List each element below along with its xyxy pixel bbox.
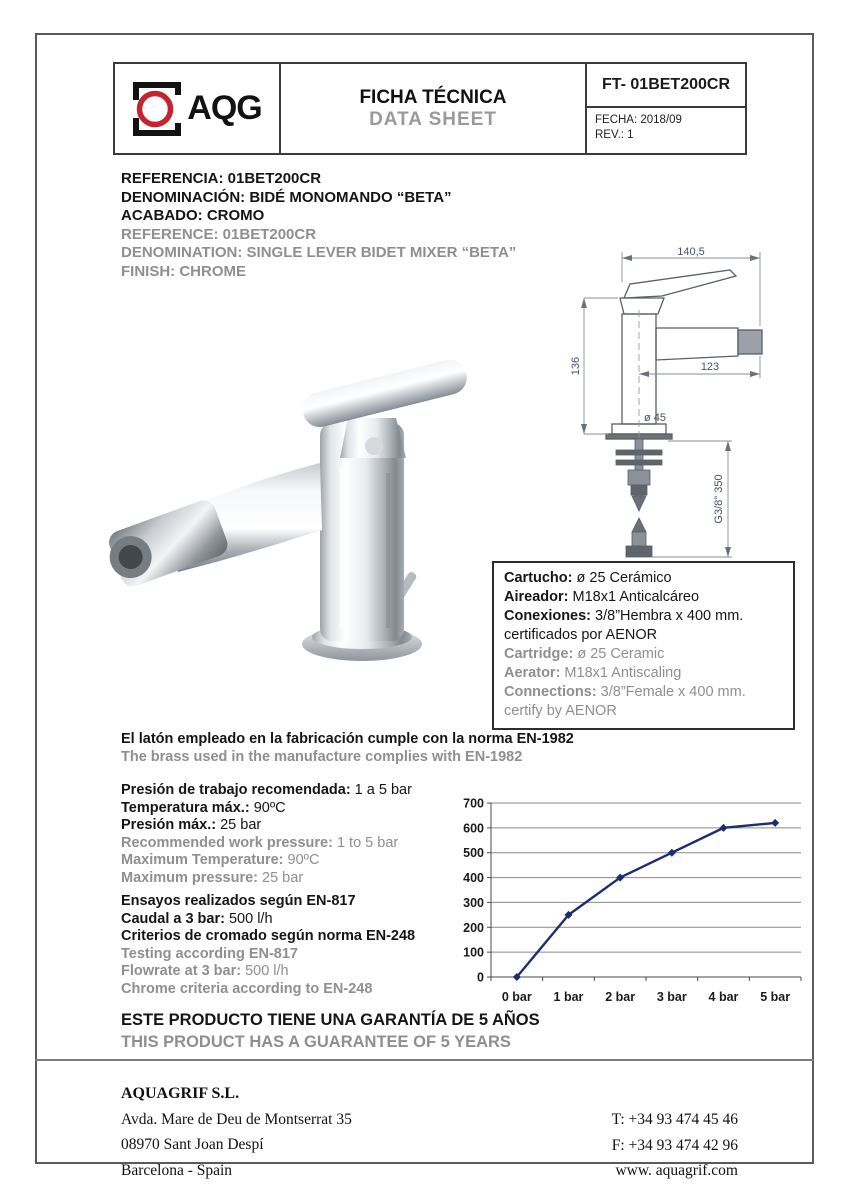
svg-text:3 bar: 3 bar xyxy=(656,990,687,1004)
aerator-tip xyxy=(101,497,231,592)
svg-text:300: 300 xyxy=(463,895,484,910)
cartridge-label-en: Cartridge: xyxy=(504,646,574,662)
svg-text:400: 400 xyxy=(463,871,484,886)
drawing-outline xyxy=(606,270,762,439)
spec-value: 1 a 5 bar xyxy=(350,782,412,798)
dim-total-width-label: 140,5 xyxy=(677,246,705,258)
spec-value-en: 90ºC xyxy=(283,852,320,869)
certified-line xyxy=(504,626,783,645)
product-photo xyxy=(52,288,472,678)
cartridge-value: ø 25 Cerámico xyxy=(572,570,672,586)
svg-text:4 bar: 4 bar xyxy=(708,990,739,1004)
spec-value-en: 25 bar xyxy=(258,869,304,886)
finish-line: ACABADO: CROMO xyxy=(121,207,265,224)
cartridge-line xyxy=(504,569,783,588)
address-line: Avda. Mare de Deu de Montserrat 35 xyxy=(121,1110,352,1128)
footer-contact-block xyxy=(612,1107,738,1184)
testing-specs-block xyxy=(121,893,415,999)
spec-line-en xyxy=(121,870,412,888)
logo-cell xyxy=(115,64,281,153)
denomination-line-en: DENOMINATION: SINGLE LEVER BIDET MIXER “BETA” xyxy=(121,244,517,261)
spec-line-en xyxy=(121,835,412,853)
spec-line xyxy=(121,782,412,800)
spec-value: 90ºC xyxy=(249,799,286,816)
aerator-line xyxy=(504,588,783,607)
guarantee-es: ESTE PRODUCTO TIENE UNA GARANTÍA DE 5 AÑOS xyxy=(121,1011,540,1029)
phone-line: T: +34 93 474 45 46 xyxy=(611,1111,738,1128)
guarantee-en: THIS PRODUCT HAS A GUARANTEE OF 5 YEARS xyxy=(121,1032,511,1051)
cartridge-line-en xyxy=(504,645,783,664)
connections-label: Conexiones: xyxy=(504,608,592,624)
test-label-en: Flowrate at 3 bar: xyxy=(121,963,242,980)
test-line xyxy=(121,893,415,911)
aerator-label-en: Aerator: xyxy=(504,665,561,681)
test-line-en xyxy=(121,981,415,999)
document-code: FT- 01BET200CR xyxy=(587,64,745,108)
footer-divider xyxy=(35,1059,814,1061)
test-line-en xyxy=(121,963,415,981)
dim-hose-label: G3/8" 350 xyxy=(713,474,725,524)
test-label-en: Testing according EN-817 xyxy=(121,945,298,962)
code-cell xyxy=(587,64,745,153)
footer-company-block xyxy=(121,1081,352,1183)
svg-text:5 bar: 5 bar xyxy=(760,990,791,1004)
brass-norm-en: The brass used in the manufacture complies with EN-1982 xyxy=(121,748,523,765)
certified-value: certificados por AENOR xyxy=(504,627,658,643)
reference-block xyxy=(121,170,516,281)
logo-wordmark: AQG xyxy=(187,89,262,127)
svg-text:700: 700 xyxy=(463,796,484,811)
spec-label-en: Recommended work pressure: xyxy=(121,834,333,851)
address-line: Barcelona - Spain xyxy=(121,1161,233,1179)
test-line xyxy=(121,928,415,946)
spec-label: Presión de trabajo recomendada: xyxy=(121,782,351,798)
document-date: FECHA: 2018/09 xyxy=(595,114,682,126)
dim-base-diameter-label: ø 45 xyxy=(644,412,667,424)
spec-label: Temperatura máx.: xyxy=(121,799,250,816)
aerator-value-en: M18x1 Antiscaling xyxy=(560,665,682,681)
cartridge-info-box xyxy=(492,561,795,730)
fax-line: F: +34 93 474 42 96 xyxy=(611,1136,738,1154)
document-revision: REV.: 1 xyxy=(595,129,634,141)
denomination-line: DENOMINACIÓN: BIDÉ MONOMANDO “BETA” xyxy=(121,188,452,206)
svg-text:200: 200 xyxy=(463,920,484,935)
guarantee-block xyxy=(121,1010,540,1053)
svg-text:100: 100 xyxy=(463,945,484,960)
document-meta xyxy=(587,108,745,153)
spec-line xyxy=(121,800,412,818)
title-cell xyxy=(281,64,587,153)
svg-text:600: 600 xyxy=(463,821,484,836)
svg-text:500: 500 xyxy=(463,846,484,861)
test-value: 500 l/h xyxy=(224,910,273,927)
test-label: Criterios de cromado según norma EN-248 xyxy=(121,928,416,945)
aqg-logo-icon xyxy=(132,81,182,137)
dim-height-label: 136 xyxy=(570,356,582,376)
spec-value: 25 bar xyxy=(216,817,262,834)
dimension-lines xyxy=(584,252,760,557)
test-value-en: 500 l/h xyxy=(241,963,289,980)
spec-line-en xyxy=(121,852,412,870)
svg-text:0 bar: 0 bar xyxy=(501,990,532,1004)
aerator-value: M18x1 Anticalcáreo xyxy=(568,589,700,605)
aerator-label: Aireador: xyxy=(504,589,569,605)
svg-text:1 bar: 1 bar xyxy=(553,990,584,1004)
test-label: Ensayos realizados según EN-817 xyxy=(121,893,356,909)
spec-value-en: 1 to 5 bar xyxy=(332,834,399,851)
technical-drawing xyxy=(560,244,815,562)
address-line: 08970 Sant Joan Despí xyxy=(121,1136,264,1153)
certified-value-en: certify by AENOR xyxy=(504,703,617,719)
document-subtitle: DATA SHEET xyxy=(369,108,497,130)
test-label-en: Chrome criteria according to EN-248 xyxy=(121,980,373,997)
faucet-illustration xyxy=(101,356,470,661)
company-name: AQUAGRIF S.L. xyxy=(121,1085,240,1102)
test-line-en xyxy=(121,946,415,964)
connections-line xyxy=(504,607,783,626)
test-line xyxy=(121,911,415,929)
brass-norm-es: El latón empleado en la fabricación cumple con la norma EN-1982 xyxy=(121,731,574,747)
under-deck-parts xyxy=(616,439,662,557)
spec-line xyxy=(121,817,412,835)
website-line: www. aquagrif.com xyxy=(615,1162,738,1179)
header-table xyxy=(113,62,747,155)
flow-rate-chart xyxy=(445,791,813,1009)
reference-line: REFERENCIA: 01BET200CR xyxy=(121,170,322,187)
dim-spout-reach-label: 123 xyxy=(700,361,720,373)
spec-label-en: Maximum pressure: xyxy=(121,869,258,886)
aerator-line-en xyxy=(504,664,783,683)
pressure-specs-block xyxy=(121,782,412,888)
handle-dot xyxy=(365,437,383,455)
finish-line-en: FINISH: CHROME xyxy=(121,262,246,280)
test-label: Caudal a 3 bar: xyxy=(121,910,225,927)
document-title: FICHA TÉCNICA xyxy=(359,86,507,108)
spec-label-en: Maximum Temperature: xyxy=(121,852,284,869)
connections-value: 3/8”Hembra x 400 mm. xyxy=(591,608,744,624)
connections-line-en xyxy=(504,683,783,702)
connections-value-en: 3/8”Female x 400 mm. xyxy=(596,684,746,700)
spec-label: Presión máx.: xyxy=(121,817,217,834)
connections-label-en: Connections: xyxy=(504,684,597,700)
dimension-arrows xyxy=(581,255,760,557)
brass-norm-block xyxy=(121,731,574,766)
logo-red-ring xyxy=(140,93,171,124)
svg-text:0: 0 xyxy=(477,970,484,985)
svg-text:2 bar: 2 bar xyxy=(605,990,636,1004)
cartridge-value-en: ø 25 Ceramic xyxy=(573,646,665,662)
certified-line-en xyxy=(504,702,783,721)
reference-line-en: REFERENCE: 01BET200CR xyxy=(121,225,317,243)
cartridge-label: Cartucho: xyxy=(504,570,573,586)
